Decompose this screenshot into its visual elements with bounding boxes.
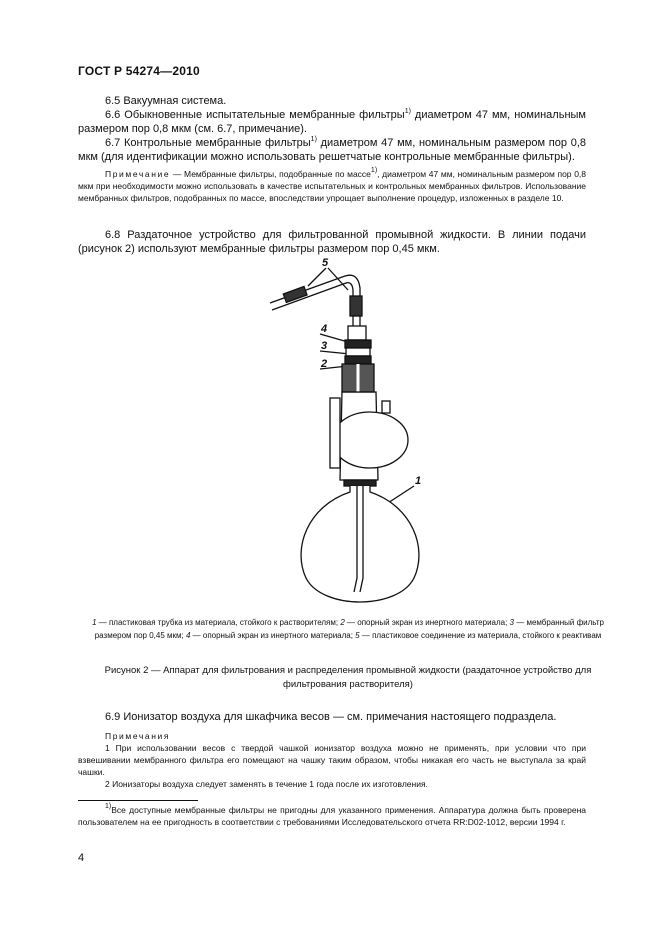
round-flask: [301, 486, 419, 602]
section-6-7-rest: диаметром 47 мм, номинальным размером пор 0,8 мкм (для идентификации можно использовать решетчатые контрольные мембранные фильтры).: [78, 137, 586, 163]
note-2-1: 1 При использовании весов с твердой чашкой ионизатор воздуха можно не применять, при условии что при взвешивании мембранного фильтра его помещают на чашку таким образом, чтобы никакая его часть не выступала за край чашки.: [78, 743, 586, 777]
section-6-6: [78, 108, 586, 136]
legend-num-5: 5: [355, 631, 360, 640]
section-6-5: 6.5 Вакуумная система.: [105, 95, 227, 107]
callout-1: 1: [415, 475, 422, 487]
connector-5a: [283, 286, 307, 302]
footnote-ref: 1): [370, 167, 378, 174]
footnote-mark: 1): [105, 803, 112, 810]
section-6-6-start: 6.6 Обыкновенные испытательные мембранные фильтры: [105, 109, 405, 121]
legend-text-2: — опорный экран из инертного материала;: [344, 618, 510, 627]
callout-4: 4: [321, 323, 328, 335]
legend-num-4: 4: [185, 631, 191, 640]
footnote: [78, 804, 586, 828]
upper-bulb: [332, 412, 408, 468]
figure-title: Рисунок 2 — Аппарат для фильтрования и распределения промывной жидкости (раздаточное устройство для фильтрования растворителя): [104, 665, 592, 690]
section-6-7-start: 6.7 Контрольные мембранные фильтры: [105, 137, 311, 149]
footnote-ref: 1): [404, 108, 411, 115]
legend-text-5: — пластиковое соединение из материала, стойкого к реактивам: [359, 631, 602, 640]
legend-text-4: — опорный экран из инертного материала;: [190, 631, 356, 640]
note-2-2: 2 Ионизаторы воздуха следует заменять в течение 1 года после их изготовления.: [105, 779, 428, 789]
footnote-separator: [78, 800, 198, 801]
section-6-7: [78, 136, 586, 164]
legend-num-3: 3: [509, 618, 514, 627]
tube-neck: [348, 326, 366, 340]
connector-5b: [350, 296, 362, 316]
section-6-6-rest: диаметром 47 мм, номинальным размером пор 0,8 мкм (см. 6.7, примечание).: [78, 109, 586, 135]
section-6-8: 6.8 Раздаточное устройство для фильтрованной промывной жидкости. В линии подачи (рисунок 2) используют мембранные фильтры размером пор 0,45 мкм.: [78, 229, 586, 255]
document-header: ГОСТ Р 54274—2010: [78, 64, 200, 78]
notes-label: Примечания: [105, 731, 171, 741]
support-screen-2: [345, 356, 371, 364]
support-screen-4: [345, 340, 371, 348]
legend-text-3: — мембранный фильтр размером пор 0,45 мкм;: [94, 618, 604, 640]
side-valve: [382, 401, 390, 413]
membrane-filter-3: [346, 348, 370, 356]
callout-3: 3: [321, 340, 328, 352]
page-number: 4: [78, 852, 85, 864]
apparatus-figure: [250, 248, 450, 608]
flask-joint: [344, 480, 376, 486]
section-6-9: 6.9 Ионизатор воздуха для шкафчика весов — см. примечания настоящего подраздела.: [105, 711, 557, 723]
note-label: Примечание: [105, 169, 171, 179]
notes-heading: [78, 730, 170, 742]
outlet-tube-inner: [272, 283, 353, 326]
figure-legend: [78, 616, 618, 642]
callout-5: 5: [322, 257, 329, 269]
note-text-start: — Мембранные фильтры, подобранные по массе: [170, 169, 371, 179]
footnote-ref: 1): [310, 136, 317, 143]
legend-num-1: 1: [92, 618, 97, 627]
callout-2: 2: [321, 358, 328, 370]
note-1: [78, 168, 586, 204]
footnote-text: Все доступные мембранные фильтры не пригодны для указанного применения. Аппаратура должна быть проверена пользователем на ее пригодность в соответствии с требованиями Исследовательского отчета RR:D02-1012, версии 1994 г.: [78, 805, 586, 827]
legend-text-1: — пластиковая трубка из материала, стойкого к растворителям;: [96, 618, 341, 627]
note-text-rest: , диаметром 47 мм, номинальным размером пор 0,8 мкм при необходимости можно использовать в качестве испытательных и контрольных мембранных фильтров. Использование мембранных фильтров, подобранных по массе, впоследствии упрощает выполнение процедур, изложенных в разделе 10.: [78, 169, 587, 203]
side-tube: [330, 398, 340, 468]
legend-num-2: 2: [340, 618, 345, 627]
